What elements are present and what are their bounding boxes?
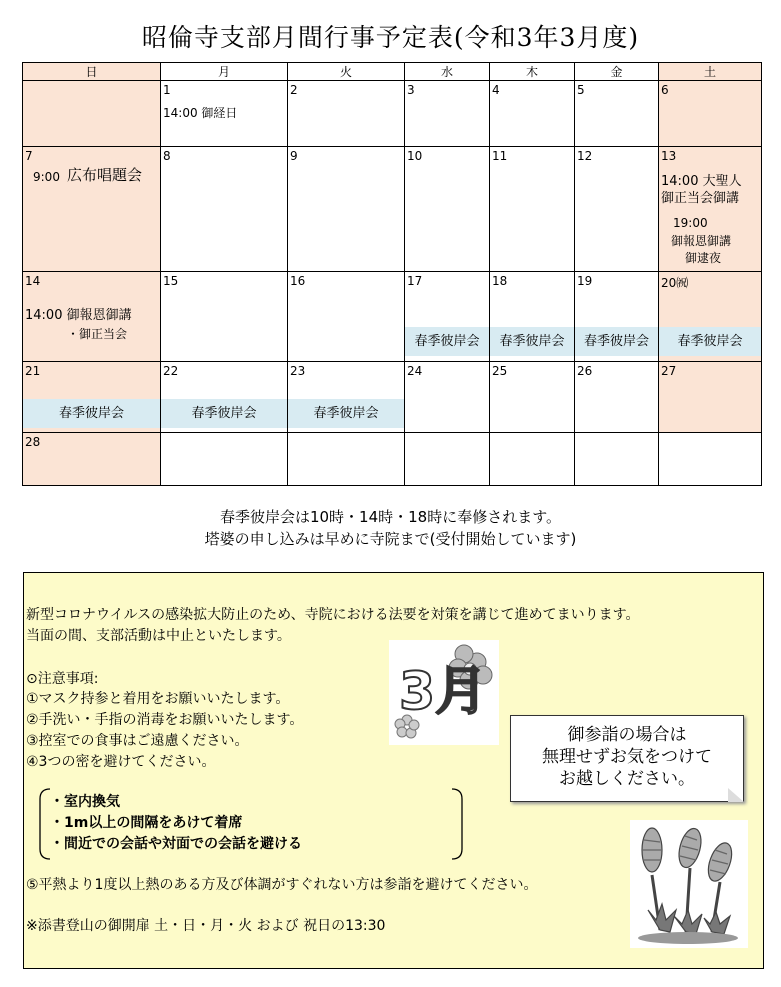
weekday-sun: 日 — [23, 63, 161, 81]
day-number: 10 — [407, 149, 423, 163]
day-cell-2 — [288, 81, 405, 147]
day-number: 14 — [25, 274, 41, 288]
day-cell-1 — [161, 81, 288, 147]
day-cell-empty — [23, 81, 161, 147]
calendar-table — [22, 62, 762, 486]
day-cell-26 — [575, 362, 659, 433]
event-gohouon-goko: 14:00 御報恩御講 — [25, 308, 132, 323]
day-number: 8 — [163, 149, 171, 163]
weekday-fri: 金 — [575, 63, 659, 81]
event-gotaiya: 御逮夜 — [685, 251, 722, 265]
event-goshotoue: 御正当会御講 — [661, 191, 740, 206]
day-cell-6 — [659, 81, 762, 147]
bubble-line: 御参詣の場合は — [567, 725, 687, 745]
event-gohouon-goko: 御報恩御講 — [671, 234, 732, 248]
day-number: 12 — [577, 149, 593, 163]
weekday-thu: 木 — [490, 63, 575, 81]
day-cell-24 — [405, 362, 490, 433]
day-cell-8 — [161, 147, 288, 272]
notice-item: ①マスク持参と着用をお願いいたします。 — [26, 691, 290, 707]
day-number: 23 — [290, 364, 306, 378]
notice-item: ③控室での食事はご遠慮ください。 — [26, 733, 249, 749]
higan-band: 春季彼岸会 — [575, 327, 658, 356]
visit-caution-bubble — [510, 715, 744, 802]
day-number: 3 — [407, 83, 415, 97]
day-cell-empty — [161, 433, 288, 486]
day-number: 16 — [290, 274, 306, 288]
notice-heading: ⊙注意事項: — [26, 671, 99, 687]
notice-intro: 新型コロナウイルスの感染拡大防止のため、寺院における法要を対策を講じて進めてまいります。 — [26, 607, 640, 623]
week-row — [23, 272, 762, 362]
day-cell-15 — [161, 272, 288, 362]
week-row — [23, 362, 762, 433]
day-number: 18 — [492, 274, 508, 288]
notice-subitem: ・間近での会話や対面での会話を避ける — [50, 836, 302, 852]
week-row — [23, 81, 762, 147]
day-cell-empty — [405, 433, 490, 486]
day-cell-21 — [23, 362, 161, 433]
day-cell-12 — [575, 147, 659, 272]
day-cell-23 — [288, 362, 405, 433]
day-number: 22 — [163, 364, 179, 378]
event-goshotoue: ・御正当会 — [67, 327, 128, 341]
day-number: 27 — [661, 364, 677, 378]
weekday-tue: 火 — [288, 63, 405, 81]
right-bracket — [452, 789, 462, 859]
day-number: 25 — [492, 364, 508, 378]
weekday-mon: 月 — [161, 63, 288, 81]
day-number: 26 — [577, 364, 593, 378]
higan-schedule-note: 春季彼岸会は10時・14時・18時に奉修されます。 — [219, 508, 562, 526]
day-number: 9 — [290, 149, 298, 163]
event-time: 9:00 — [33, 170, 60, 184]
day-cell-19 — [575, 272, 659, 362]
bubble-line: 無理せずお気をつけて — [542, 747, 712, 767]
day-cell-27 — [659, 362, 762, 433]
day-cell-empty — [490, 433, 575, 486]
day-cell-20 — [659, 272, 762, 362]
event-okyoubi: 14:00 御経日 — [163, 106, 238, 120]
day-number: 7 — [25, 149, 33, 163]
day-cell-28 — [23, 433, 161, 486]
day-number: 6 — [661, 83, 669, 97]
notice-subitem: ・室内換気 — [50, 794, 120, 810]
march-label: 3月 — [399, 662, 488, 722]
higan-band: 春季彼岸会 — [405, 327, 489, 356]
bubble-line: お越しください。 — [559, 769, 695, 789]
higan-band: 春季彼岸会 — [23, 399, 160, 428]
day-number: 1 — [163, 83, 171, 97]
notice-intro: 当面の間、支部活動は中止といたします。 — [26, 628, 291, 644]
day-cell-4 — [490, 81, 575, 147]
day-cell-14 — [23, 272, 161, 362]
day-cell-13 — [659, 147, 762, 272]
toba-note: 塔婆の申し込みは早めに寺院まで(受付開始しています) — [204, 530, 577, 548]
higan-band: 春季彼岸会 — [161, 399, 287, 428]
higan-band: 春季彼岸会 — [659, 327, 761, 356]
event-koufu-daimokukai: 広布唱題会 — [67, 166, 143, 184]
weekday-wed: 水 — [405, 63, 490, 81]
weekday-sat: 土 — [659, 63, 762, 81]
day-cell-17 — [405, 272, 490, 362]
day-number: 28 — [25, 435, 41, 449]
day-cell-16 — [288, 272, 405, 362]
higan-band: 春季彼岸会 — [288, 399, 404, 428]
day-number: 5 — [577, 83, 585, 97]
day-number: 17 — [407, 274, 423, 288]
day-number: 11 — [492, 149, 508, 163]
day-cell-22 — [161, 362, 288, 433]
week-row — [23, 147, 762, 272]
day-cell-empty — [659, 433, 762, 486]
notice-item: ②手洗い・手指の消毒をお願いいたします。 — [26, 712, 304, 728]
day-cell-3 — [405, 81, 490, 147]
day-number: 24 — [407, 364, 423, 378]
day-cell-18 — [490, 272, 575, 362]
horsetail-plant-icon — [630, 820, 748, 948]
day-number: 19 — [577, 274, 593, 288]
day-number: 15 — [163, 274, 179, 288]
notice-opening: ※添書登山の御開扉 土・日・月・火 および 祝日の13:30 — [26, 918, 386, 934]
left-bracket — [40, 789, 50, 859]
day-cell-9 — [288, 147, 405, 272]
day-cell-empty — [575, 433, 659, 486]
day-cell-10 — [405, 147, 490, 272]
notice-subitem: ・1m以上の間隔をあけて着席 — [50, 815, 243, 831]
tsukushi-illustration — [630, 820, 748, 948]
day-cell-empty — [288, 433, 405, 486]
weekday-header-row — [23, 63, 762, 81]
day-cell-11 — [490, 147, 575, 272]
event-time: 19:00 — [673, 216, 708, 230]
page-title: 昭倫寺支部月間行事予定表(令和3年3月度) — [141, 23, 640, 52]
day-number: 13 — [661, 149, 677, 163]
day-cell-7 — [23, 147, 161, 272]
day-number: 2 — [290, 83, 298, 97]
day-number: 4 — [492, 83, 500, 97]
march-illustration — [389, 640, 499, 745]
day-cell-25 — [490, 362, 575, 433]
event-daishonin: 14:00 大聖人 — [661, 174, 742, 189]
notice-item: ⑤平熱より1度以上熱のある方及び体調がすぐれない方は参詣を避けてください。 — [26, 877, 538, 893]
day-number: 20㈷ — [661, 276, 689, 290]
day-cell-5 — [575, 81, 659, 147]
page-curl — [728, 788, 744, 802]
week-row — [23, 433, 762, 486]
notice-item: ④3つの密を避けてください。 — [26, 754, 216, 770]
higan-band: 春季彼岸会 — [490, 327, 574, 356]
day-number: 21 — [25, 364, 41, 378]
